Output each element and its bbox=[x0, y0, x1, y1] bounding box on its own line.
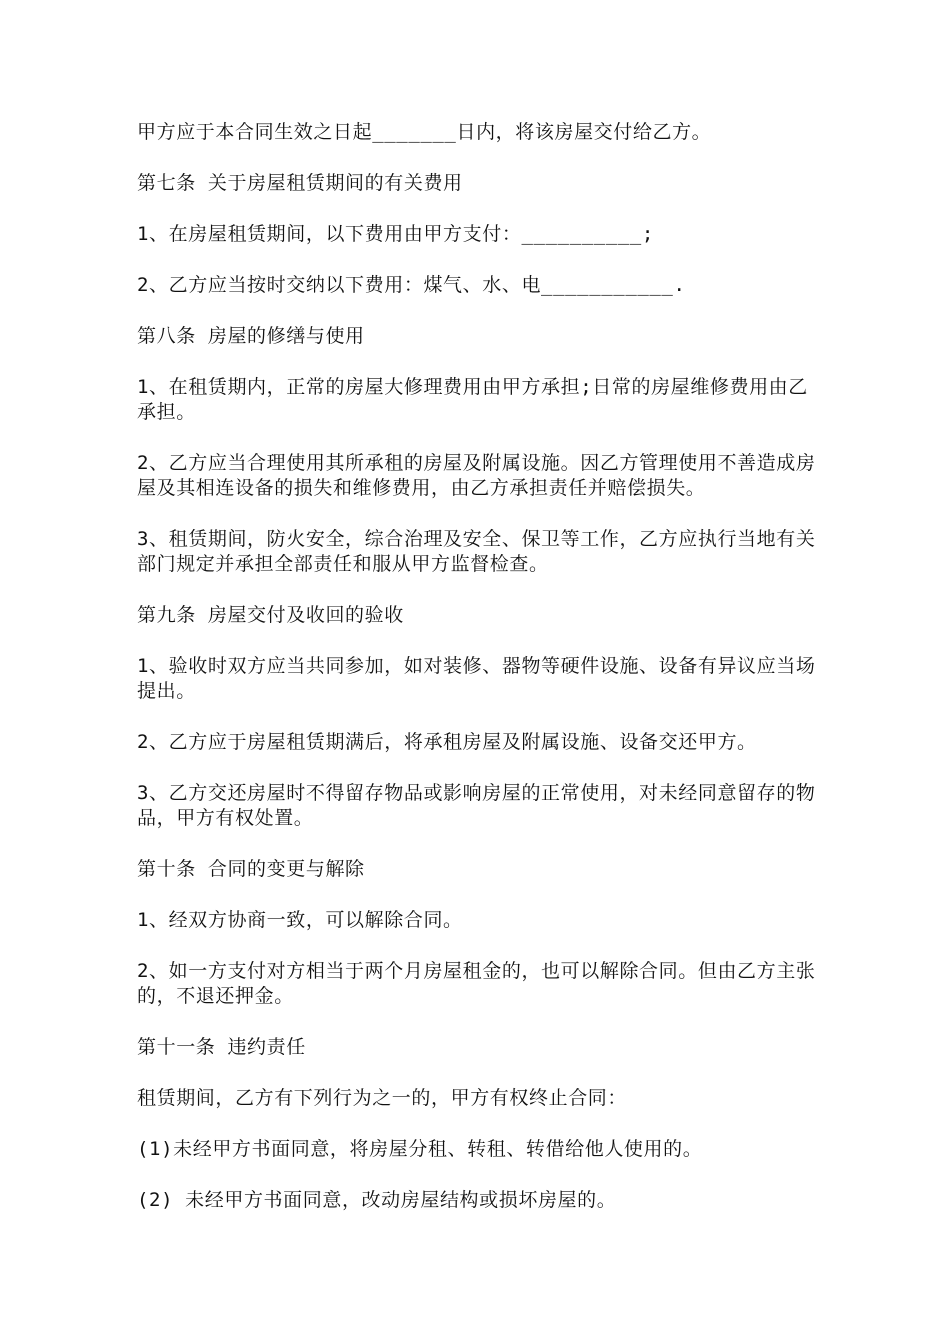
paragraph-11-intro: 租赁期间，乙方有下列行为之一的，甲方有权终止合同： bbox=[137, 1087, 628, 1109]
heading-article-7: 第七条 关于房屋租赁期间的有关费用 bbox=[137, 172, 463, 194]
paragraph-10-1: 1、经双方协商一致，可以解除合同。 bbox=[137, 909, 463, 931]
heading-article-11: 第十一条 违约责任 bbox=[137, 1036, 306, 1058]
paragraph-8-2: 2、乙方应当合理使用其所承租的房屋及附属设施。因乙方管理使用不善造成房屋及其相连设备的损失和维修费用，由乙方承担责任并赔偿损失。 bbox=[137, 452, 816, 499]
paragraph-11-item-2: (2) 未经甲方书面同意，改动房屋结构或损坏房屋的。 bbox=[137, 1189, 617, 1211]
document-body bbox=[137, 120, 817, 1239]
paragraph-11-item-1: (1)未经甲方书面同意，将房屋分租、转租、转借给他人使用的。 bbox=[137, 1138, 703, 1160]
paragraph-10-2: 2、如一方支付对方相当于两个月房屋租金的，也可以解除合同。但由乙方主张的，不退还押金。 bbox=[137, 960, 816, 1007]
paragraph-8-3: 3、租赁期间，防火安全，综合治理及安全、保卫等工作，乙方应执行当地有关部门规定并承担全部责任和服从甲方监督检查。 bbox=[137, 528, 816, 575]
paragraph-9-3: 3、乙方交还房屋时不得留存物品或影响房屋的正常使用，对未经同意留存的物品，甲方有权处置。 bbox=[137, 782, 816, 829]
heading-article-8: 第八条 房屋的修缮与使用 bbox=[137, 325, 365, 347]
heading-article-9: 第九条 房屋交付及收回的验收 bbox=[137, 604, 404, 626]
paragraph-9-2: 2、乙方应于房屋租赁期满后，将承租房屋及附属设施、设备交还甲方。 bbox=[137, 731, 757, 753]
paragraph-delivery-term: 甲方应于本合同生效之日起_______日内，将该房屋交付给乙方。 bbox=[137, 121, 712, 143]
paragraph-7-1: 1、在房屋租赁期间，以下费用由甲方支付：__________; bbox=[137, 223, 654, 245]
paragraph-9-1: 1、验收时双方应当共同参加，如对装修、器物等硬件设施、设备有异议应当场提出。 bbox=[137, 655, 816, 702]
paragraph-7-2: 2、乙方应当按时交纳以下费用：煤气、水、电___________. bbox=[137, 274, 686, 296]
heading-article-10: 第十条 合同的变更与解除 bbox=[137, 858, 365, 880]
paragraph-8-1: 1、在租赁期内，正常的房屋大修理费用由甲方承担;日常的房屋维修费用由乙承担。 bbox=[137, 376, 808, 423]
